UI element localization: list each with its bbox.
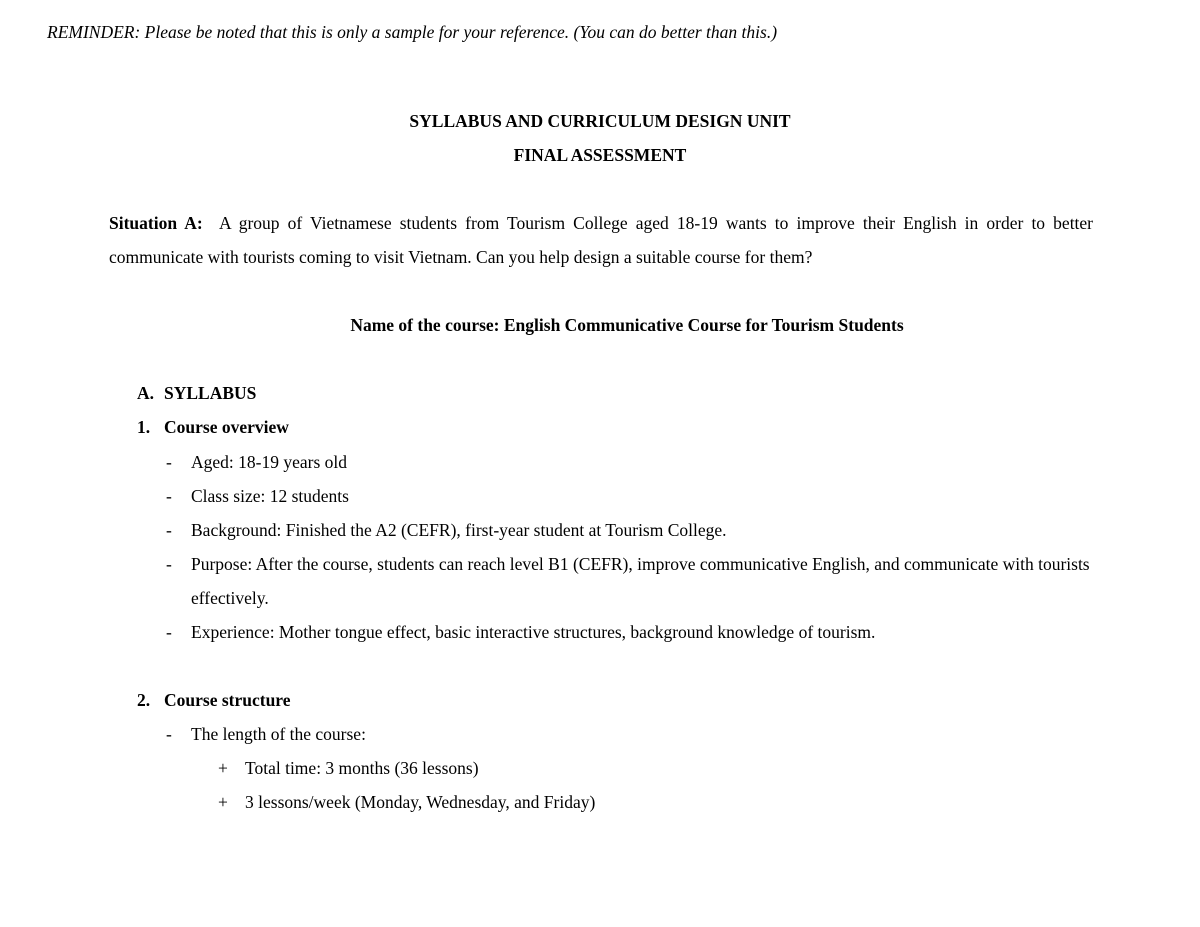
section-2-heading: Course structure bbox=[164, 690, 291, 710]
section-1-number: 1. bbox=[137, 417, 151, 437]
list-item: Experience: Mother tongue effect, basic interactive structures, background knowledge of tourism. bbox=[191, 622, 876, 642]
situation-text: A group of Vietnamese students from Tourism College aged 18-19 wants to improve their English in order to better communicate with tourists coming to visit Vietnam. Can you help design a suitable course for them? bbox=[109, 213, 1094, 267]
sub-list-item: Total time: 3 months (36 lessons) bbox=[245, 758, 479, 778]
list-item: Class size: 12 students bbox=[191, 486, 349, 506]
sub-list-item: 3 lessons/week (Monday, Wednesday, and Friday) bbox=[245, 792, 596, 812]
section-a-number: A. bbox=[137, 383, 155, 403]
bullet-plus: + bbox=[218, 758, 228, 778]
section-a-heading: SYLLABUS bbox=[164, 383, 257, 403]
bullet-dash: - bbox=[166, 486, 172, 506]
list-item: The length of the course: bbox=[191, 724, 366, 744]
bullet-plus: + bbox=[218, 792, 228, 812]
reminder-note: REMINDER: Please be noted that this is only a sample for your reference. (You can do better than this.) bbox=[47, 22, 778, 42]
course-name: Name of the course: English Communicative Course for Tourism Students bbox=[350, 315, 904, 335]
list-item: Background: Finished the A2 (CEFR), first-year student at Tourism College. bbox=[191, 520, 727, 540]
bullet-dash: - bbox=[166, 520, 172, 540]
situation-paragraph bbox=[109, 206, 1093, 274]
list-item: Aged: 18-19 years old bbox=[191, 452, 348, 472]
bullet-dash: - bbox=[166, 724, 172, 744]
bullet-dash: - bbox=[166, 452, 172, 472]
section-1-heading: Course overview bbox=[164, 417, 289, 437]
bullet-dash: - bbox=[166, 554, 172, 574]
bullet-dash: - bbox=[166, 622, 172, 642]
document-subtitle: FINAL ASSESSMENT bbox=[513, 145, 687, 165]
list-item: Purpose: After the course, students can reach level B1 (CEFR), improve communicative English, and communicate with tourists effectively. bbox=[191, 554, 1090, 608]
document-title: SYLLABUS AND CURRICULUM DESIGN UNIT bbox=[409, 111, 791, 131]
situation-label: Situation A: bbox=[109, 213, 203, 233]
section-2-number: 2. bbox=[137, 690, 151, 710]
